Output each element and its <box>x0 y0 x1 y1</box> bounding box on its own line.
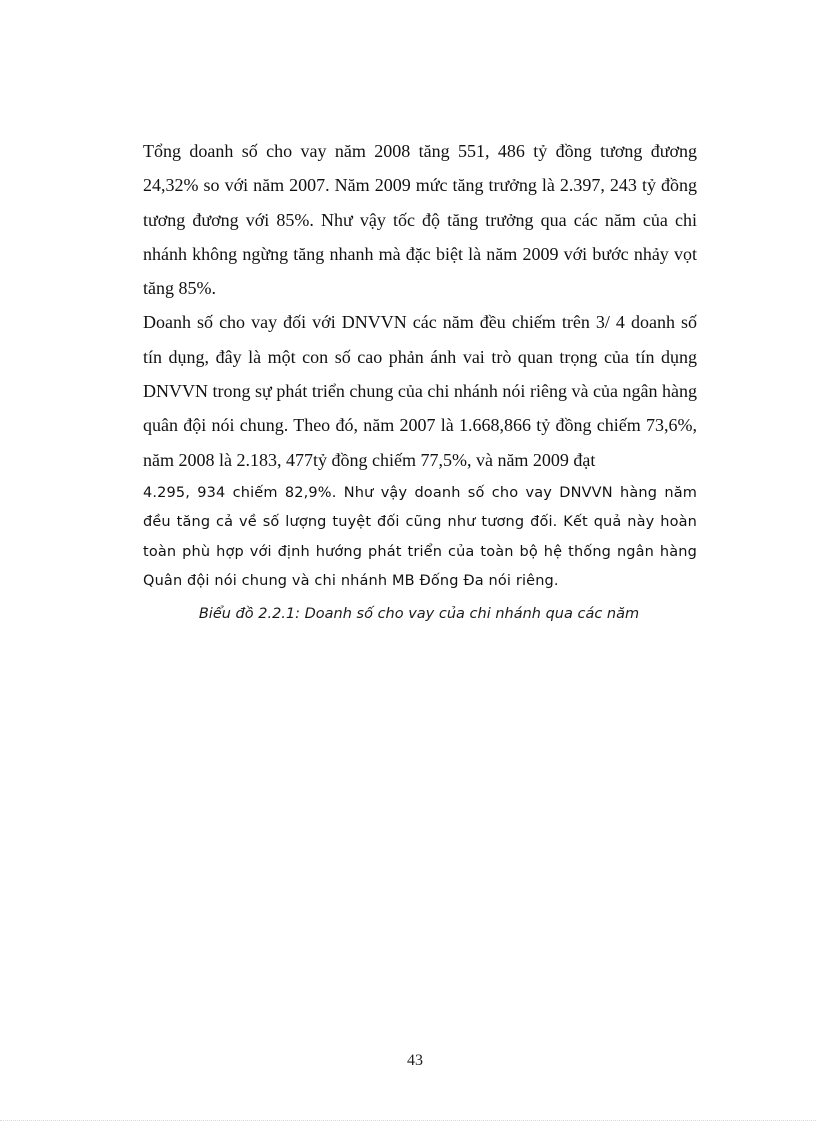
chart-caption: Biểu đồ 2.2.1: Doanh số cho vay của chi nhánh qua các năm <box>198 606 640 622</box>
page-bottom-border <box>0 1120 816 1121</box>
paragraph-sme-share: Doanh số cho vay đối với DNVVN các năm đều chiếm trên 3/ 4 doanh số tín dụng, đây là một con số cao phản ánh vai trò quan trọng của tín dụng DNVVN trong sự phát triển chung của chi nhánh nói riêng và của ngân hàng quân đội nói chung. Theo đó, năm 2007 là 1.668,866 tỷ đồng chiếm 73,6%, năm 2008 là 2.183, 477tỷ đồng chiếm 77,5%, và năm 2009 đạt <box>143 312 697 470</box>
document-body <box>143 134 697 597</box>
paragraph-sme-conclusion: 4.295, 934 chiếm 82,9%. Như vậy doanh số cho vay DNVVN hàng năm đều tăng cả về số lượng tuyệt đối cũng như tương đối. Kết quả này hoàn toàn phù hợp với định hướng phát triển của toàn bộ hệ thống ngân hàng Quân đội nói chung và chi nhánh MB Đống Đa nói riêng. <box>143 484 697 590</box>
page-number: 43 <box>407 1052 423 1069</box>
paragraph-loan-growth: Tổng doanh số cho vay năm 2008 tăng 551, 486 tỷ đồng tương đương 24,32% so với năm 2007. Năm 2009 mức tăng trưởng là 2.397, 243 tỷ đồng tương đương với 85%. Như vậy tốc độ tăng trưởng qua các năm của chi nhánh không ngừng tăng nhanh mà đặc biệt là năm 2009 với bước nhảy vọt tăng 85%. <box>143 141 697 299</box>
